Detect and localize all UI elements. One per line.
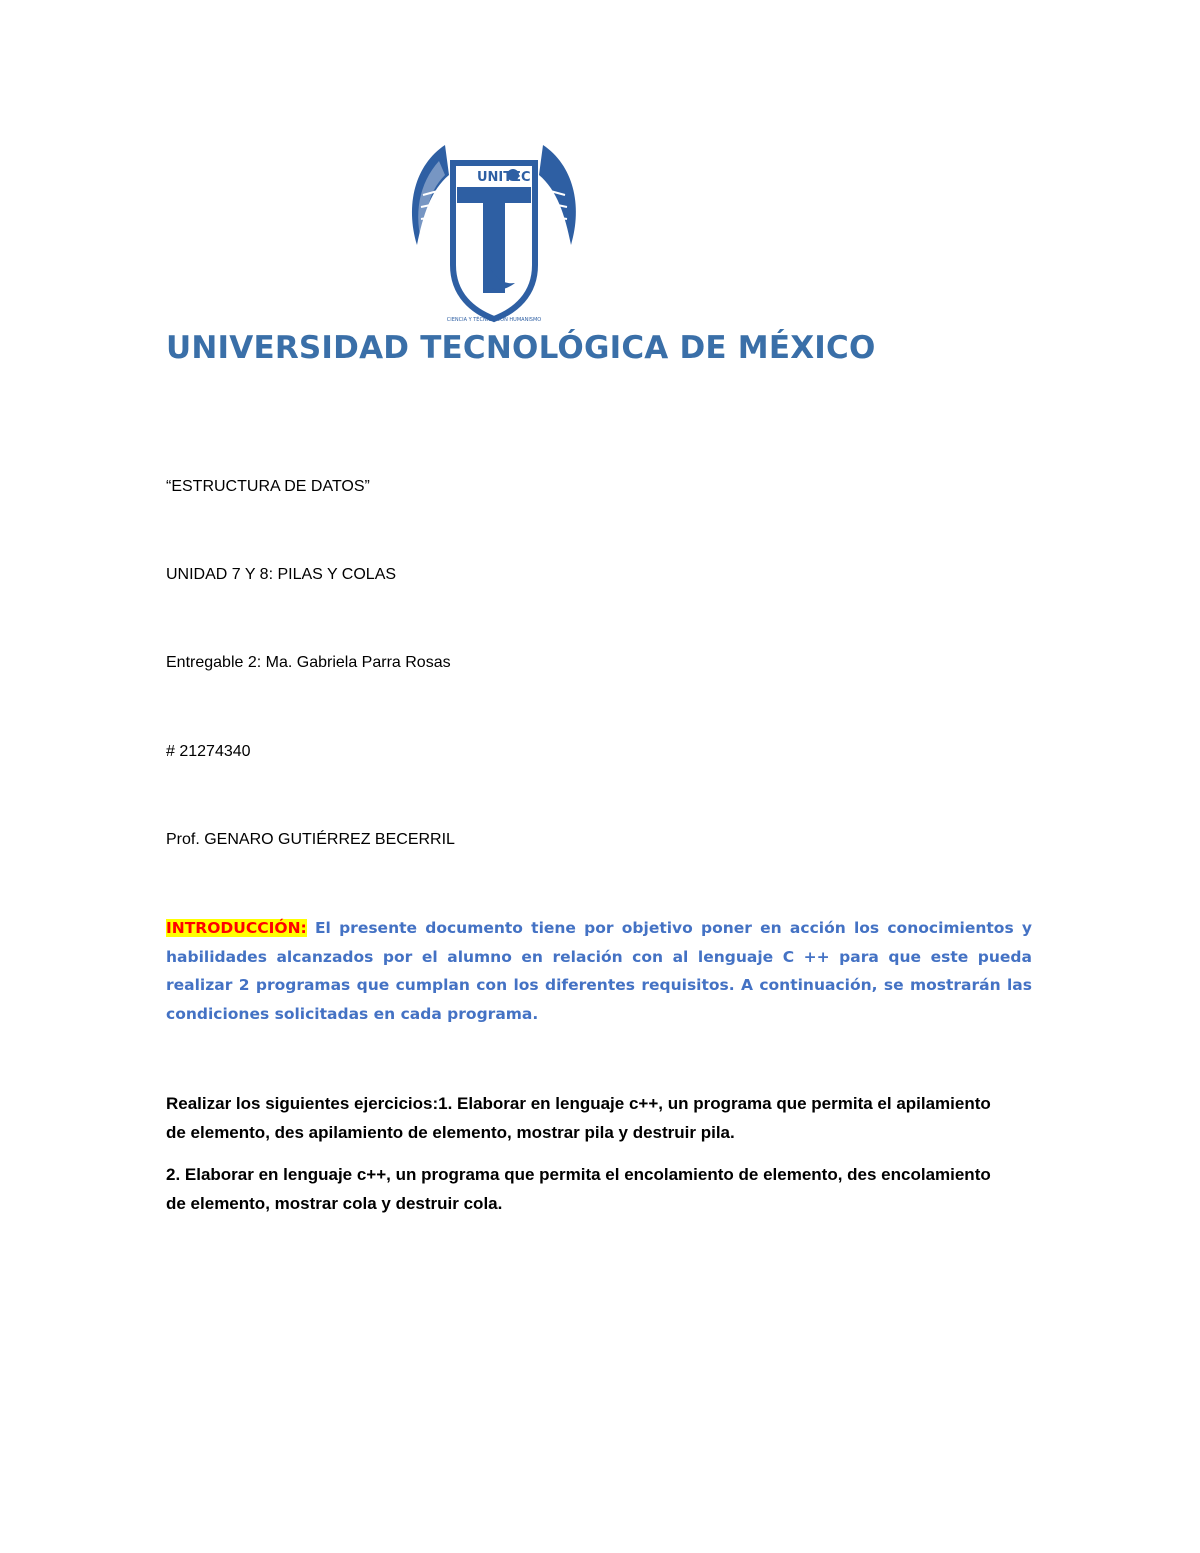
left-wing-icon (412, 145, 449, 247)
logo-text: UNITEC (477, 170, 531, 185)
exercise-one: Realizar los siguientes ejercicios:1. Elaborar en lenguaje c++, un programa que permita el apilamiento de elemento, des apilamiento de elemento, mostrar pila y destruir pila. (166, 1094, 991, 1142)
shield-icon (453, 163, 535, 319)
introduction-paragraph (166, 914, 1032, 1028)
professor-line: Prof. GENARO GUTIÉRREZ BECERRIL (166, 831, 455, 848)
introduction-label: INTRODUCCIÓN: (166, 919, 307, 937)
subject-title: “ESTRUCTURA DE DATOS” (166, 478, 370, 495)
unitec-logo (405, 135, 583, 325)
student-id: # 21274340 (166, 743, 251, 760)
logo-motto: CIENCIA Y TÉCNICA CON HUMANISMO (446, 317, 542, 323)
introduction-text: El presente documento tiene por objetivo poner en acción los conocimientos y habilidades alcanzados por el alumno en relación con al lenguaje C ++ para que este pueda realizar 2 programas que cumplan con los diferentes requisitos. A continuación, se mostrarán las condiciones solicitadas en cada programa. (166, 919, 1032, 1023)
university-name: UNIVERSIDAD TECNOLÓGICA DE MÉXICO (166, 330, 876, 366)
deliverable-line: Entregable 2: Ma. Gabriela Parra Rosas (166, 654, 451, 671)
unit-title: UNIDAD 7 Y 8: PILAS Y COLAS (166, 566, 397, 583)
exercise-two: 2. Elaborar en lenguaje c++, un programa que permita el encolamiento de elemento, des encolamiento de elemento, mostrar cola y destruir cola. (166, 1165, 991, 1213)
right-wing-icon (539, 145, 576, 245)
